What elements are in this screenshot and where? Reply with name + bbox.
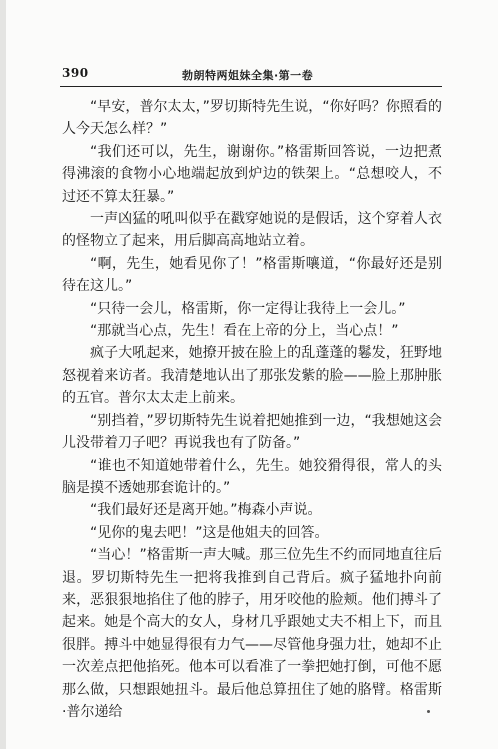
paragraph: “谁也不知道她带着什么，先生。她狡猾得很，常人的头脑是摸不透她那套诡计的。” — [62, 457, 442, 496]
paragraph: “当心！”格雷斯一声大喊。那三位先生不约而同地直往后退。罗切斯特先生一把将我推到自己背后。疯子猛地扑向前来，恶狠狠地掐住了他的脖子，用牙咬他的脸颊。他们搏斗了起来。她是个高大的女人，身材几乎跟她丈夫不相上下，而且很胖。搏斗中她显得很有力气——尽管他身强力壮，她却不止一次差点把他掐死。他本可以看准了一拳把她打倒，可他不愿那么做，只想跟她扭斗。最后他总算扭住了她的胳臂。格雷斯·普尔递给 — [62, 547, 442, 720]
paragraph: “别挡着，”罗切斯特先生说着把她推到一边，“我想她这会儿没带着刀子吧？再说我也有了防备。” — [62, 412, 442, 452]
ink-speck — [427, 710, 430, 713]
paragraph: “啊，先生，她看见你了！”格雷斯嚷道，“你最好还是别待在这儿。” — [62, 255, 442, 295]
paragraph: “我们最好还是离开她。”梅森小声说。 — [90, 502, 322, 519]
paragraph: “见你的鬼去吧！”这是他姐夫的回答。 — [90, 524, 329, 541]
paragraph: 一声凶猛的吼叫似乎在戳穿她说的是假话，这个穿着人衣的怪物立了起来，用后脚高高地站立着。 — [62, 211, 442, 250]
paragraph: “早安，普尔太太，”罗切斯特先生说，“你好吗？你照看的人今天怎么样？” — [62, 99, 442, 138]
page-number: 390 — [62, 66, 89, 80]
paragraph: “那就当心点，先生！看在上帝的分上，当心点！” — [90, 323, 399, 340]
header-rule — [60, 86, 442, 87]
page-header — [62, 64, 442, 84]
paragraph: “只待一会儿，格雷斯，你一定得让我待上一会儿。” — [90, 300, 406, 317]
body-text — [62, 96, 442, 723]
paragraph: 疯子大吼起来，她撩开披在脸上的乱蓬蓬的鬈发，狂野地怒视着来访者。我清楚地认出了那张发紫的脸——脸上那肿胀的五官。普尔太太走上前来。 — [62, 345, 442, 407]
page-gutter — [0, 0, 6, 749]
paragraph: “我们还可以，先生，谢谢你。”格雷斯回答说，一边把煮得沸滚的食物小心地端起放到炉边的铁架上。“总想咬人，不过还不算太狂暴。” — [62, 143, 442, 205]
running-title: 勃朗特两姐妹全集·第一卷 — [182, 69, 314, 82]
